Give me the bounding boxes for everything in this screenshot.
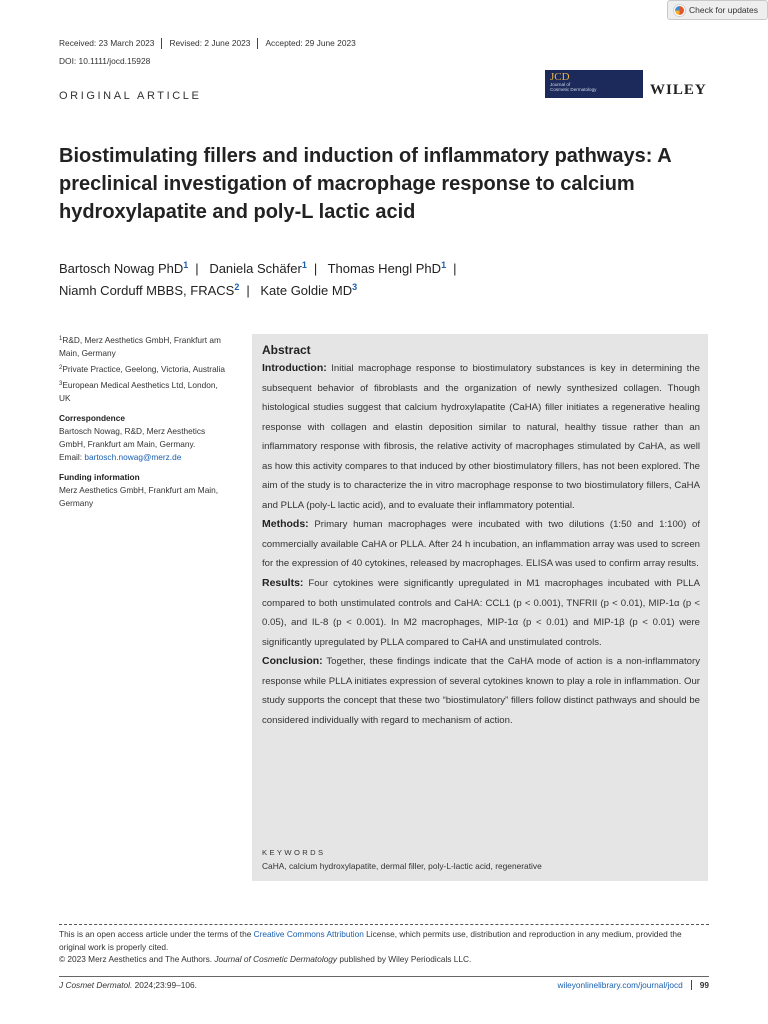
abstract-section-label: Conclusion: — [262, 655, 323, 668]
journal-logo-mark: JCD — [550, 71, 570, 83]
author-separator: | — [453, 261, 457, 276]
journal-logo-line1: Journal of — [550, 82, 571, 87]
author-name[interactable]: Bartosch Nowag PhD — [59, 261, 184, 276]
correspondence-text: Bartosch Nowag, R&D, Merz Aesthetics GmbH, Frankfurt am Main, Germany. — [59, 426, 206, 449]
author-name[interactable]: Niamh Corduff MBBS, FRACS — [59, 283, 235, 298]
abstract-section-text: Together, these findings indicate that the CaHA mode of action is a non-inflammatory response while PLLA initiates expression of several cytokines known to play a role in inflammation. Our study supports the concept that these two “biostimulatory” fillers follow distinct pathways and should be considered individually with regard to mechanism of action. — [262, 656, 701, 726]
footer-citation — [59, 980, 197, 990]
author-separator: | — [246, 283, 250, 298]
check-for-updates-label: Check for updates — [689, 5, 758, 15]
keywords-label: KEYWORDS — [262, 848, 326, 857]
accepted-date: Accepted: 29 June 2023 — [257, 38, 362, 49]
license-suffix: License, which permits use, distribution and reproduction in any medium, provided the original work is properly cited. — [59, 929, 682, 952]
journal-url-link[interactable]: wileyonlinelibrary.com/journal/jocd — [557, 980, 691, 990]
abstract-introduction — [262, 359, 700, 515]
license-notice — [59, 928, 709, 966]
author-name[interactable]: Kate Goldie MD — [260, 283, 353, 298]
affiliation-mark: 2 — [59, 365, 63, 371]
affiliation-text: European Medical Aesthetics Ltd, London, UK — [59, 380, 218, 403]
affiliation-mark: 3 — [59, 381, 63, 387]
affiliation-text: Private Practice, Geelong, Victoria, Australia — [62, 364, 225, 374]
affiliation — [59, 379, 229, 405]
article-title: Biostimulating fillers and induction of inflammatory pathways: A preclinical investigation of macrophage response to calcium hydroxylapatite and poly-L lactic acid — [59, 145, 671, 223]
abstract-section-text: Initial macrophage response to biostimulatory substances is key in determining the subsequent behavior of fibroblasts and the organization of newly synthesized collagen. Though histological studies suggest that calcium hydroxylapatite (CaHA) filler initiates a regenerative healing response with collagen and elastin deposition similar to natural, healthy tissue rather than an inflammatory response with fibrosis, the relative activity of macrophages stimulated by CaHA, as well as how this activity compares to that induced by other biostimulatory fillers, has not been explored. The aim of the study is to characterize the in vitro macrophage response to two biostimulatory fillers, CaHA and PLLA (poly-L lactic acid), and to evaluate their inflammatory potential. — [262, 363, 700, 511]
author-affiliation-mark[interactable]: 2 — [234, 282, 240, 292]
copyright-journal: Journal of Cosmetic Dermatology — [214, 954, 338, 964]
email-link[interactable]: bartosch.nowag@merz.de — [84, 452, 182, 462]
revised-date: Revised: 2 June 2023 — [161, 38, 257, 49]
author-name[interactable]: Daniela Schäfer — [209, 261, 302, 276]
keywords-list: CaHA, calcium hydroxylapatite, dermal filler, poly-L-lactic acid, regenerative — [262, 861, 542, 871]
footer-divider — [59, 976, 709, 977]
correspondence-email-line — [59, 451, 229, 464]
abstract-results — [262, 574, 700, 652]
abstract-section-text: Four cytokines were significantly upregulated in M1 macrophages incubated with PLLA compared to both unstimulated controls and CaHA: CCL1 (p < 0.001), TNFRII (p < 0.01), MIP-1α (p < 0.05), and IL-8 (p < 0.001). In M2 macrophages, MIP-1α (p < 0.01) and MIP-1β (p < 0.01) were significantly upregulated by PLLA compared to CaHA and unstimulated controls. — [262, 578, 700, 648]
abstract-conclusion — [262, 652, 700, 730]
doi: DOI: 10.1111/jocd.15928 — [59, 56, 151, 66]
citation-volume: 2024;23:99–106. — [132, 980, 197, 990]
abstract-section-label: Methods: — [262, 518, 309, 531]
funding-text: Merz Aesthetics GmbH, Frankfurt am Main, Germany — [59, 485, 219, 508]
license-prefix: This is an open access article under the terms of the — [59, 929, 254, 939]
affiliation — [59, 334, 229, 360]
received-date: Received: 23 March 2023 — [59, 38, 155, 48]
affiliation-mark: 1 — [59, 336, 63, 342]
author-affiliation-mark[interactable]: 1 — [301, 260, 307, 270]
author-affiliation-mark[interactable]: 1 — [183, 260, 189, 270]
author-name[interactable]: Thomas Hengl PhD — [327, 261, 442, 276]
abstract-section-label: Results: — [262, 577, 304, 590]
page-number: 99 — [699, 980, 709, 990]
footer-right — [557, 980, 709, 990]
copyright-line — [59, 953, 709, 966]
author-separator: | — [313, 261, 318, 276]
abstract-section-text: Primary human macrophages were incubated with two dilutions (1:50 and 1:100) of commercially available CaHA or PLLA. After 24 h incubation, an inflammation array was used to screen for the expression of 40 cytokines, released by macrophages. ELISA was used to confirm array results. — [262, 519, 700, 570]
journal-logo-line2: Cosmetic Dermatology — [550, 87, 597, 92]
creative-commons-link[interactable]: Creative Commons Attribution — [253, 929, 364, 939]
author-affiliation-mark[interactable]: 3 — [352, 282, 358, 292]
publisher-logo: WILEY — [650, 82, 707, 98]
affiliation-text: R&D, Merz Aesthetics GmbH, Frankfurt am Main, Germany — [59, 335, 221, 358]
article-dates — [59, 38, 363, 49]
license-divider — [59, 924, 709, 925]
abstract-heading: Abstract — [262, 343, 311, 357]
funding-title: Funding information — [59, 472, 140, 482]
citation-journal: J Cosmet Dermatol. — [59, 980, 133, 990]
abstract-methods — [262, 515, 700, 574]
crossmark-icon — [674, 5, 685, 16]
article-type-label: ORIGINAL ARTICLE — [59, 90, 202, 102]
copyright-post: published by Wiley Periodicals LLC. — [337, 954, 472, 964]
affiliation — [59, 363, 229, 376]
correspondence-title: Correspondence — [59, 413, 125, 423]
author-separator: | — [195, 261, 199, 276]
copyright-pre: © 2023 Merz Aesthetics and The Authors. — [59, 954, 215, 964]
journal-logo — [545, 70, 643, 98]
check-for-updates-button[interactable] — [667, 0, 768, 20]
author-affiliation-mark[interactable]: 1 — [441, 260, 447, 270]
article-sidebar — [59, 334, 229, 510]
abstract-panel — [252, 334, 708, 881]
author-list — [59, 258, 719, 302]
abstract-section-label: Introduction: — [262, 362, 327, 374]
email-label: Email: — [59, 452, 83, 462]
abstract-body — [262, 359, 700, 730]
